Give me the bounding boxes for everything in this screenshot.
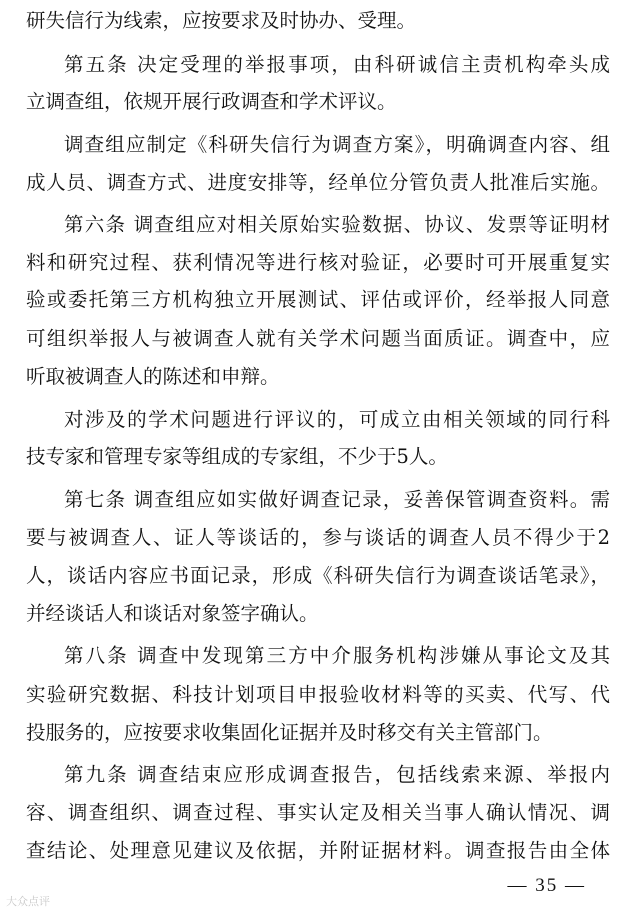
page-number: — 35 — <box>507 875 586 896</box>
text-line: 可组织举报人与被调查人就有关学术问题当面质证。调查中，应 <box>26 327 610 350</box>
text-line: 验或委托第三方机构独立开展测试、评估或评价，经举报人同意 <box>26 288 610 311</box>
text-line: 投服务的，应按要求收集固化证据并及时移交有关主管部门。 <box>26 721 553 744</box>
watermark: 大众点评 <box>6 895 50 908</box>
text-line: 第六条 调查组应对相关原始实验数据、协议、发票等证明材 <box>64 213 610 236</box>
text-line: 调查组应制定《科研失信行为调查方案》，明确调查内容、组 <box>64 133 610 156</box>
text-line: 并经谈话人和谈话对象签字确认。 <box>26 602 319 625</box>
text-line: 第八条 调查中发现第三方中介服务机构涉嫌从事论文及其 <box>64 644 610 667</box>
text-line: 对涉及的学术问题进行评议的，可成立由相关领域的同行科 <box>64 408 610 431</box>
text-line: 成人员、调查方式、进度安排等，经单位分管负责人批准后实施。 <box>26 171 610 194</box>
text-line: 要与被调查人、证人等谈话的，参与谈话的调查人员不得少于2 <box>26 526 610 549</box>
text-line: 料和研究过程、获利情况等进行核对验证，必要时可开展重复实 <box>26 251 610 274</box>
text-line: 研失信行为线索，应按要求及时协办、受理。 <box>26 9 417 32</box>
text-line: 容、调查组织、调查过程、事实认定及相关当事人确认情况、调 <box>26 801 610 824</box>
text-line: 实验研究数据、科技计划项目申报验收材料等的买卖、代写、代 <box>26 683 610 706</box>
text-line: 查结论、处理意见建议及依据，并附证据材料。调查报告由全体 <box>26 839 610 862</box>
text-line: 人，谈话内容应书面记录，形成《科研失信行为调查谈话笔录》， <box>26 564 610 587</box>
text-line: 第九条 调查结束应形成调查报告，包括线索来源、举报内 <box>64 763 610 786</box>
text-line: 第五条 决定受理的举报事项，由科研诚信主责机构牵头成 <box>64 53 610 76</box>
text-line: 听取被调查人的陈述和申辩。 <box>26 365 280 388</box>
text-line: 立调查组，依规开展行政调查和学术评议。 <box>26 90 397 113</box>
text-line: 技专家和管理专家等组成的专家组，不少于5人。 <box>26 445 448 468</box>
text-line: 第七条 调查组应如实做好调查记录，妥善保管调查资料。需 <box>64 488 610 511</box>
